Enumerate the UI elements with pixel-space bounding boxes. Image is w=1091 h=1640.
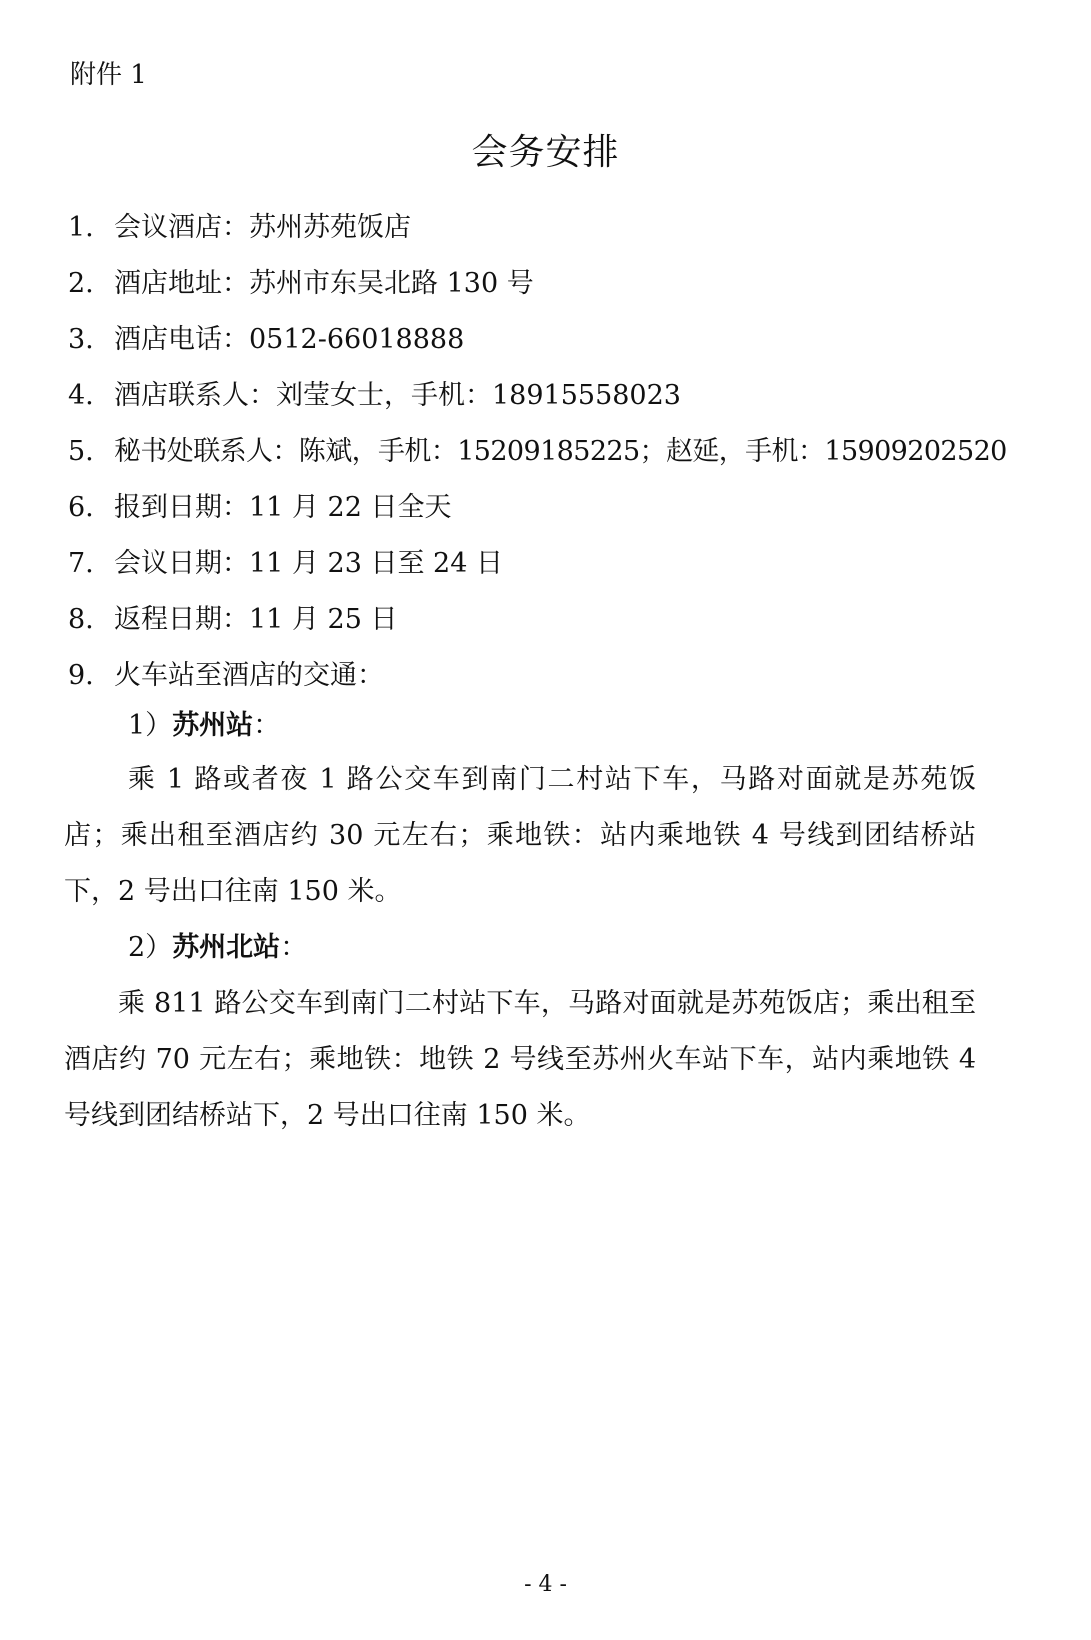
- list-item: [68, 368, 1028, 424]
- page-number: - 4 -: [524, 1572, 567, 1597]
- item-text: 酒店电话：0512-66018888: [114, 324, 465, 355]
- item-number: 9.: [68, 660, 94, 691]
- section-heading-suzhou: [128, 706, 280, 746]
- section-prefix: 1）: [128, 710, 173, 741]
- list-item: [68, 312, 1028, 368]
- item-text: 秘书处联系人：陈斌，手机：15209185225；赵延，手机：15909202520: [114, 436, 1007, 467]
- section-suffix: ：: [253, 710, 281, 741]
- attachment-label: 附件 1: [70, 60, 147, 90]
- list-item: [68, 200, 1028, 256]
- item-number: 1.: [68, 212, 94, 243]
- section-name: 苏州北站: [172, 932, 281, 963]
- item-number: 7.: [68, 548, 94, 579]
- item-number: 2.: [68, 268, 94, 299]
- item-text: 返程日期：11 月 25 日: [114, 604, 398, 635]
- item-text: 酒店联系人：刘莹女士，手机：18915558023: [114, 380, 681, 411]
- item-number: 5.: [68, 436, 94, 467]
- list-item: [68, 592, 1028, 648]
- section-body-suzhou: 乘 1 路或者夜 1 路公交车到南门二村站下车，马路对面就是苏苑饭店；乘出租至酒店约 30 元左右；乘地铁：站内乘地铁 4 号线到团结桥站下，2 号出口往南 150 米。: [64, 764, 976, 907]
- section-heading-suzhou-north: [128, 928, 307, 968]
- list-item: [68, 480, 1028, 536]
- section-prefix: 2）: [128, 932, 173, 963]
- item-number: 8.: [68, 604, 94, 635]
- item-text: 报到日期：11 月 22 日全天: [114, 492, 452, 523]
- page-title: 会务安排: [471, 132, 620, 173]
- item-text: 会议日期：11 月 23 日至 24 日: [114, 548, 503, 579]
- list-item: [68, 536, 1028, 592]
- item-number: 3.: [68, 324, 94, 355]
- item-text: 火车站至酒店的交通：: [114, 660, 384, 691]
- arrangement-list: [68, 200, 1028, 704]
- item-number: 6.: [68, 492, 94, 523]
- list-item: [68, 424, 1028, 480]
- list-item: [68, 256, 1028, 312]
- section-suffix: ：: [280, 932, 308, 963]
- item-text: 会议酒店：苏州苏苑饭店: [114, 212, 411, 243]
- section-body-suzhou-north: 乘 811 路公交车到南门二村站下车，马路对面就是苏苑饭店；乘出租至酒店约 70 元左右；乘地铁：地铁 2 号线至苏州火车站下车，站内乘地铁 4 号线到团结桥站下，2 号出口往南 150 米。: [64, 988, 976, 1131]
- list-item: [68, 648, 1028, 704]
- item-number: 4.: [68, 380, 94, 411]
- item-text: 酒店地址：苏州市东吴北路 130 号: [114, 268, 534, 299]
- section-name: 苏州站: [172, 710, 254, 741]
